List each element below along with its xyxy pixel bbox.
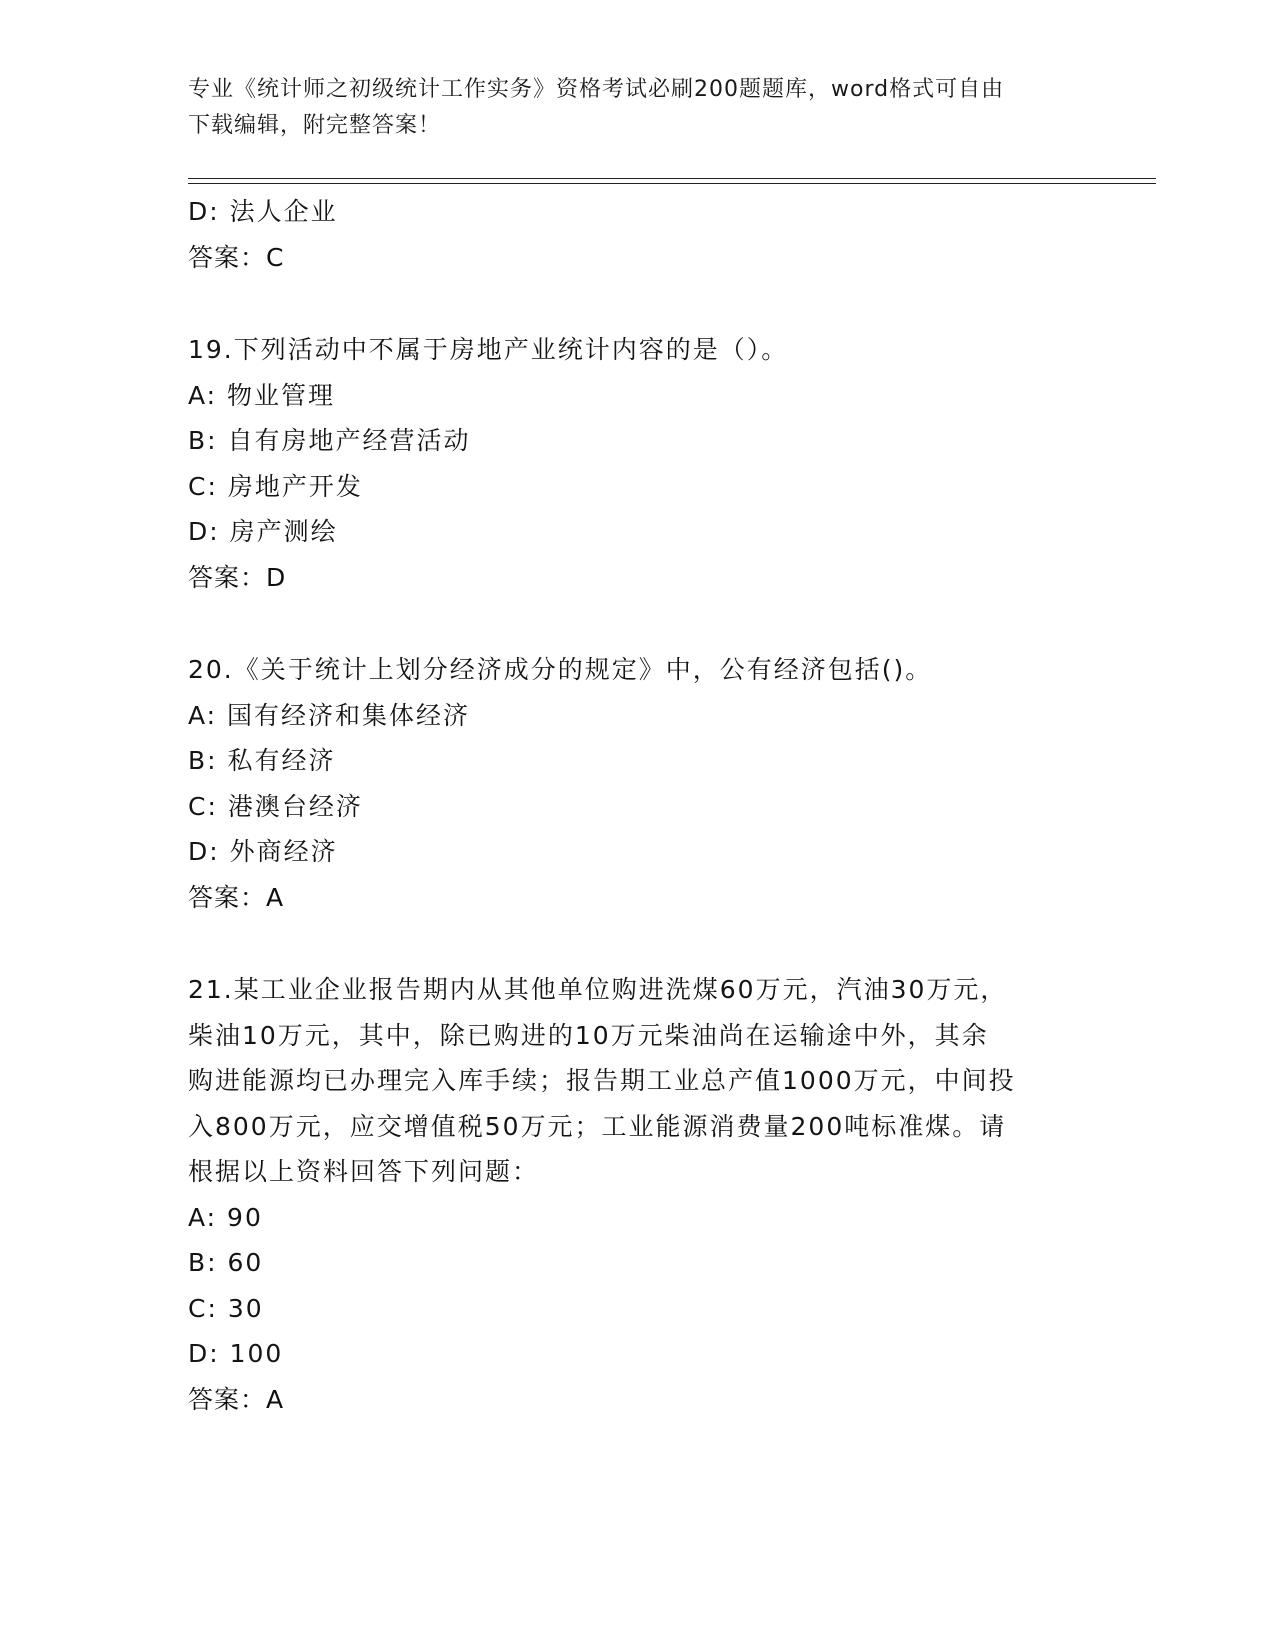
option-c: C: 房地产开发 bbox=[188, 471, 363, 501]
option-c: C: 港澳台经济 bbox=[188, 791, 363, 821]
option-c: C: 30 bbox=[188, 1293, 264, 1323]
header-line-2: 下载编辑，附完整答案！ bbox=[188, 113, 442, 138]
option-d: D: 外商经济 bbox=[188, 837, 338, 866]
question-list bbox=[188, 189, 1088, 1422]
option-b: B: 自有房地产经营活动 bbox=[188, 426, 471, 455]
question-20 bbox=[188, 647, 1088, 920]
question-18 bbox=[188, 189, 1088, 280]
answer: 答案：C bbox=[188, 242, 285, 272]
option-d: D: 法人企业 bbox=[188, 197, 338, 226]
stem-line: 入800万元，应交增值税50万元；工业能源消费量200吨标准煤。请 bbox=[188, 1111, 1007, 1141]
stem-line: 根据以上资料回答下列问题： bbox=[188, 1157, 540, 1186]
spacer bbox=[188, 600, 1088, 647]
option-a: A: 物业管理 bbox=[188, 380, 336, 410]
stem-line: 21.某工业企业报告期内从其他单位购进洗煤60万元，汽油30万元， bbox=[188, 975, 1008, 1004]
stem-line: 柴油10万元，其中，除已购进的10万元柴油尚在运输途中外，其余 bbox=[188, 1020, 989, 1050]
option-a: A: 90 bbox=[188, 1202, 263, 1232]
option-d: D: 100 bbox=[188, 1339, 284, 1368]
question-stem: 20.《关于统计上划分经济成分的规定》中，公有经济包括()。 bbox=[188, 655, 933, 684]
question-stem bbox=[188, 967, 1078, 1195]
header-divider-bottom bbox=[188, 183, 1156, 184]
answer: 答案：D bbox=[188, 562, 287, 592]
question-21 bbox=[188, 967, 1088, 1422]
stem-line: 购进能源均已办理完入库手续；报告期工业总产值1000万元，中间投 bbox=[188, 1066, 1016, 1095]
question-stem: 19.下列活动中不属于房地产业统计内容的是（）。 bbox=[188, 335, 789, 364]
option-b: B: 60 bbox=[188, 1248, 264, 1277]
question-19 bbox=[188, 327, 1088, 600]
document-header bbox=[188, 72, 1078, 144]
answer: 答案：A bbox=[188, 882, 285, 912]
option-a: A: 国有经济和集体经济 bbox=[188, 700, 471, 730]
option-b: B: 私有经济 bbox=[188, 746, 336, 775]
header-line-1: 专业《统计师之初级统计工作实务》资格考试必刷200题题库，word格式可自由 bbox=[188, 77, 1005, 102]
spacer bbox=[188, 280, 1088, 327]
answer: 答案：A bbox=[188, 1384, 285, 1414]
header-divider-top bbox=[188, 178, 1156, 179]
spacer bbox=[188, 920, 1088, 967]
option-d: D: 房产测绘 bbox=[188, 517, 338, 546]
